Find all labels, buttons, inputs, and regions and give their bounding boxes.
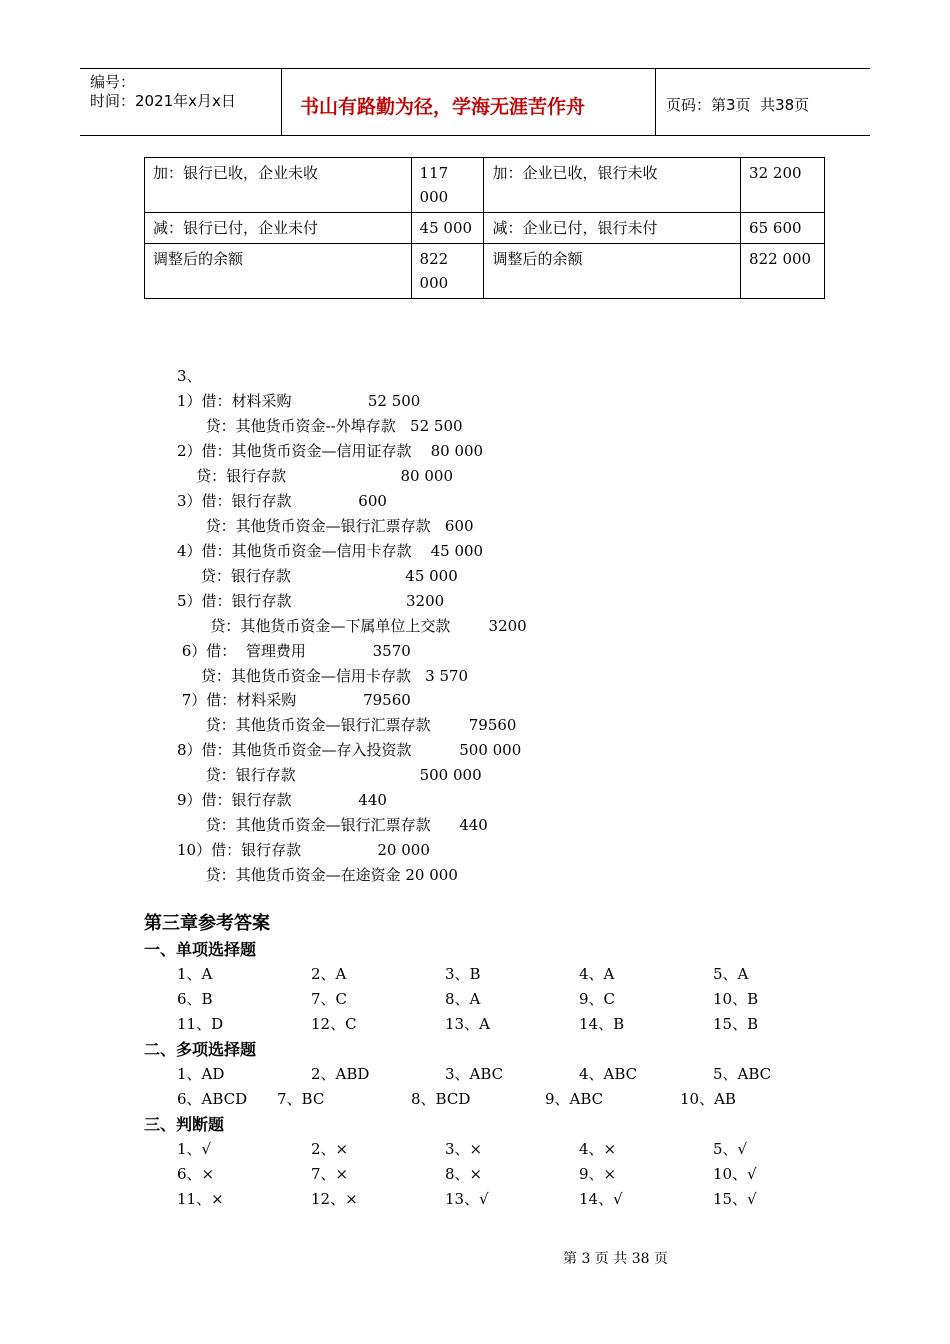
answer-item: 6、ABCD [177,1090,248,1108]
page-footer: 第 3 页 共 38 页 [563,1251,668,1267]
answer-item: 14、B [579,1015,625,1033]
header-top-rule [80,68,870,69]
answer-item: 4、× [579,1140,617,1158]
answer-item: 1、A [177,965,213,983]
table-cell-right-label: 调整后的余额 [484,244,741,299]
entry-line: 7）借：材料采购 79560 [177,691,411,709]
answer-item: 10、B [713,990,759,1008]
entry-line: 3）借：银行存款 600 [177,492,387,510]
entry-line: 4）借：其他货币资金—信用卡存款 45 000 [177,542,484,560]
header-page-info: 页码：第3页 共38页 [666,96,810,114]
header-divider-right [655,69,656,136]
entries-heading: 3、 [177,367,202,385]
answer-item: 10、AB [680,1090,736,1108]
answer-item: 9、× [579,1165,617,1183]
chapter-title: 第三章参考答案 [144,913,270,934]
header-divider-left [281,69,282,136]
table-cell-left-value: 117 000 [411,158,484,213]
entry-line: 6）借： 管理费用 3570 [177,642,411,660]
header-time-label: 时间：2021年x月x日 [90,92,236,110]
answer-item: 5、ABC [713,1065,772,1083]
section-heading-multiple-choice: 二、多项选择题 [144,1040,257,1059]
answer-item: 7、C [311,990,348,1008]
section-heading-true-false: 三、判断题 [144,1115,225,1134]
entry-line: 贷：其他货币资金—在途资金 20 000 [177,866,458,884]
header-motto: 书山有路勤为径，学海无涯苦作舟 [300,96,586,118]
table-row [145,244,825,299]
header-number-label: 编号： [90,73,136,91]
table-cell-right-value: 32 200 [741,158,825,213]
answer-item: 2、× [311,1140,349,1158]
entry-line: 贷：其他货币资金—银行汇票存款 600 [177,517,474,535]
table-cell-right-label: 减：企业已付，银行未付 [484,213,741,244]
entry-line: 贷：银行存款 80 000 [177,467,453,485]
answer-item: 8、BCD [411,1090,471,1108]
table-cell-right-label: 加：企业已收，银行未收 [484,158,741,213]
answer-item: 6、× [177,1165,215,1183]
entry-line: 贷：其他货币资金—银行汇票存款 440 [177,816,488,834]
answer-item: 15、B [713,1015,759,1033]
header-bottom-rule [80,135,870,136]
entry-line: 9）借：银行存款 440 [177,791,387,809]
answer-item: 13、√ [445,1190,489,1208]
answer-item: 6、B [177,990,213,1008]
table-cell-left-value: 45 000 [411,213,484,244]
answer-item: 15、√ [713,1190,757,1208]
entry-line: 2）借：其他货币资金—信用证存款 80 000 [177,442,484,460]
entry-line: 贷：银行存款 45 000 [177,567,458,585]
entry-line: 贷：其他货币资金--外埠存款 52 500 [177,417,463,435]
answer-item: 4、ABC [579,1065,638,1083]
table-cell-left-label: 加：银行已收，企业未收 [145,158,412,213]
answer-item: 12、C [311,1015,357,1033]
answer-item: 4、A [579,965,615,983]
table-cell-left-value: 822 000 [411,244,484,299]
answer-item: 5、√ [713,1140,748,1158]
answer-item: 3、ABC [445,1065,504,1083]
answer-item: 10、√ [713,1165,757,1183]
answer-item: 1、√ [177,1140,212,1158]
entry-line: 10）借：银行存款 20 000 [177,841,430,859]
answer-item: 7、BC [277,1090,325,1108]
answer-item: 9、C [579,990,616,1008]
answer-item: 14、√ [579,1190,623,1208]
answer-item: 11、× [177,1190,224,1208]
entry-line: 贷：其他货币资金—信用卡存款 3 570 [177,667,469,685]
table-cell-left-label: 调整后的余额 [145,244,412,299]
answer-item: 2、A [311,965,347,983]
entry-line: 贷：银行存款 500 000 [177,766,482,784]
answer-item: 13、A [445,1015,490,1033]
answer-item: 8、A [445,990,481,1008]
section-heading-single-choice: 一、单项选择题 [144,940,257,959]
entry-line: 5）借：银行存款 3200 [177,592,445,610]
answer-item: 3、× [445,1140,483,1158]
answer-item: 8、× [445,1165,483,1183]
answer-item: 7、× [311,1165,349,1183]
answer-item: 2、ABD [311,1065,370,1083]
answer-item: 3、B [445,965,481,983]
answer-item: 1、AD [177,1065,225,1083]
entry-line: 1）借：材料采购 52 500 [177,392,421,410]
answer-item: 9、ABC [545,1090,604,1108]
answer-item: 11、D [177,1015,224,1033]
table-row [145,213,825,244]
reconciliation-table [144,157,825,299]
table-row [145,158,825,213]
answer-item: 5、A [713,965,749,983]
table-cell-left-label: 减：银行已付，企业未付 [145,213,412,244]
entry-line: 贷：其他货币资金—下属单位上交款 3200 [177,617,527,635]
entry-line: 贷：其他货币资金—银行汇票存款 79560 [177,716,517,734]
entry-line: 8）借：其他货币资金—存入投资款 500 000 [177,741,522,759]
answer-item: 12、× [311,1190,358,1208]
table-cell-right-value: 65 600 [741,213,825,244]
table-cell-right-value: 822 000 [741,244,825,299]
